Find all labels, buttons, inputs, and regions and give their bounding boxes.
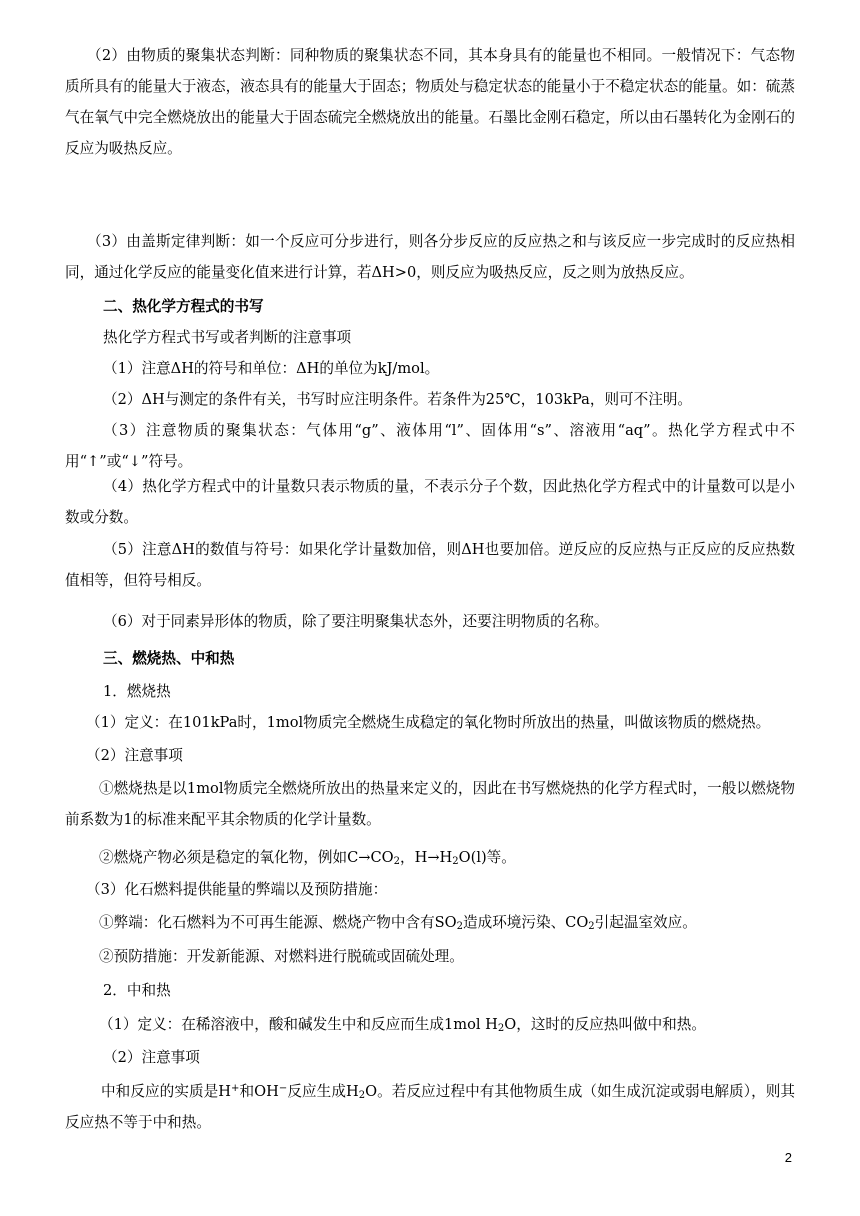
- neutralization-note-text-d: O。若反应过程中有其他物质生成（如生成沉淀或弱电解质），则其反应热不等于中和热。: [65, 1083, 795, 1131]
- drawbacks-text-b: 造成环境污染、CO: [463, 914, 589, 931]
- section-heading-2: 二、热化学方程式的书写: [103, 298, 264, 315]
- combustion-note-2-text-c: O(l)等。: [458, 849, 516, 866]
- paragraph-hess-law: （3）由盖斯定律判断：如一个反应可分步进行，则各分步反应的反应热之和与该反应一步完成时的反应热相同，通过化学反应的能量变化值来进行计算，若ΔH>0，则反应为吸热反应，反之则为放热反应。: [65, 233, 795, 281]
- subscript: 2: [393, 856, 400, 867]
- combustion-note-2-text-a: ②燃烧产物必须是稳定的氧化物，例如C→CO: [99, 849, 394, 866]
- drawbacks-text-a: ①弊端：化石燃料为不可再生能源、燃烧产物中含有SO: [99, 914, 457, 931]
- subsection-neutralization-heat: 2．中和热: [103, 982, 171, 999]
- section-heading-3: 三、燃烧热、中和热: [103, 650, 235, 667]
- page-number: 2: [784, 1150, 792, 1165]
- neutralization-note-text-b: 和OH: [239, 1083, 279, 1100]
- superscript: +: [231, 1083, 240, 1094]
- note-6: （6）对于同素异形体的物质，除了要注明聚集状态外，还要注明物质的名称。: [103, 613, 609, 630]
- fossil-fuel-drawbacks: [99, 907, 829, 938]
- note-4: （4）热化学方程式中的计量数只表示物质的量，不表示分子个数，因此热化学方程式中的计量数可以是小数或分数。: [65, 478, 795, 526]
- subscript: 2: [588, 921, 595, 932]
- combustion-note-2-text-b: ，H→H: [400, 849, 453, 866]
- subscript: 2: [452, 856, 459, 867]
- subsection-combustion-heat: 1．燃烧热: [103, 683, 171, 700]
- combustion-notes-heading: （2）注意事项: [86, 747, 183, 764]
- combustion-note-1: ①燃烧热是以1mol物质完全燃烧所放出的热量来定义的，因此在书写燃烧热的化学方程式时，一般以燃烧物前系数为1的标准来配平其余物质的化学计量数。: [65, 780, 795, 828]
- note-5: （5）注意ΔH的数值与符号：如果化学计量数加倍，则ΔH也要加倍。逆反应的反应热与正反应的反应热数值相等，但符号相反。: [65, 541, 795, 589]
- paragraph-notes-intro: 热化学方程式书写或者判断的注意事项: [103, 329, 352, 346]
- note-1: （1）注意ΔH的符号和单位：ΔH的单位为kJ/mol。: [103, 360, 440, 377]
- neutralization-notes-heading: （2）注意事项: [103, 1049, 200, 1066]
- neutralization-definition-text-a: （1）定义：在稀溶液中，酸和碱发生中和反应而生成1mol H: [99, 1016, 498, 1033]
- neutralization-note: [65, 1076, 795, 1138]
- fossil-fuel-prevention: ②预防措施：开发新能源、对燃料进行脱硫或固硫处理。: [99, 948, 464, 965]
- combustion-note-2: [99, 842, 829, 873]
- note-2: （2）ΔH与测定的条件有关，书写时应注明条件。若条件为25℃，103kPa，则可不注明。: [103, 391, 693, 408]
- neutralization-note-text-a: 中和反应的实质是H: [101, 1083, 232, 1100]
- neutralization-definition: [99, 1009, 829, 1040]
- neutralization-definition-text-b: O，这时的反应热叫做中和热。: [504, 1016, 706, 1033]
- paragraph-aggregation-state: （2）由物质的聚集状态判断：同种物质的聚集状态不同，其本身具有的能量也不相同。一般情况下：气态物质所具有的能量大于液态，液态具有的能量大于固态；物质处与稳定状态的能量小于不稳定状态的能量。如：硫蒸气在氧气中完全燃烧放出的能量大于固态硫完全燃烧放出的能量。石墨比金刚石稳定，所以由石墨转化为金刚石的反应为吸热反应。: [65, 47, 795, 157]
- neutralization-note-text-c: 反应生成H: [287, 1083, 359, 1100]
- subscript: 2: [358, 1090, 366, 1101]
- note-3: （3）注意物质的聚集状态：气体用“g”、液体用“l”、固体用“s”、溶液用“aq”。热化学方程式中不用“↑”或“↓”符号。: [65, 422, 795, 470]
- superscript: −: [278, 1083, 288, 1094]
- subscript: 2: [456, 921, 463, 932]
- combustion-definition: （1）定义：在101kPa时，1mol物质完全燃烧生成稳定的氧化物时所放出的热量，叫做该物质的燃烧热。: [86, 714, 771, 731]
- fossil-fuel-heading: （3）化石燃料提供能量的弊端以及预防措施：: [86, 881, 388, 898]
- subscript: 2: [497, 1023, 505, 1034]
- drawbacks-text-c: 引起温室效应。: [594, 914, 697, 931]
